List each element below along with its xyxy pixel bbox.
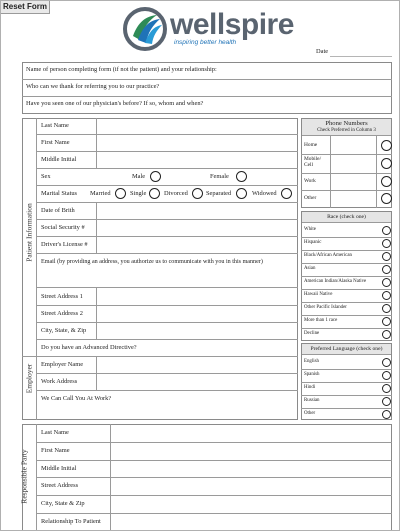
first-name-field[interactable] — [98, 138, 296, 149]
race-option-radio[interactable] — [382, 291, 391, 300]
label-middle-initial: Middle Initial — [41, 156, 77, 163]
email-field[interactable] — [40, 272, 296, 283]
language-option-label: English — [304, 359, 319, 364]
language-option-radio[interactable] — [382, 358, 391, 367]
race-option-radio[interactable] — [382, 317, 391, 326]
referral-field[interactable] — [190, 83, 390, 94]
question-referral: Who can we thank for referring you to our practice? — [26, 83, 160, 90]
married-radio[interactable] — [115, 188, 126, 199]
label-ssn: Social Security # — [41, 224, 85, 231]
phone-other-label: Other — [304, 195, 317, 201]
seen-physician-field[interactable] — [230, 100, 390, 111]
label-street1: Street Address 1 — [41, 293, 83, 300]
race-option-label: Hispanic — [304, 240, 322, 245]
separated-radio[interactable] — [236, 188, 247, 199]
race-option-radio[interactable] — [382, 330, 391, 339]
race-option-label: American Indian/Alaska Native — [304, 279, 367, 284]
race-option-radio[interactable] — [382, 278, 391, 287]
language-option-label: Spanish — [304, 372, 320, 377]
label-city: City, State, & Zip — [41, 327, 87, 334]
question-completing-person: Name of person completing form (if not the patient) and your relationship: — [26, 66, 217, 73]
responsible-field-label: City, State & Zip — [41, 500, 85, 508]
language-option-label: Russian — [304, 398, 320, 403]
logo-tagline: inspiring better health — [174, 39, 237, 46]
label-marital-status: Marital Status — [41, 190, 78, 197]
wellspire-logo — [122, 6, 298, 52]
label-license: Driver's License # — [41, 241, 88, 248]
responsible-field-input[interactable] — [112, 516, 390, 527]
ssn-field[interactable] — [98, 223, 296, 234]
phone-home-label: Home — [304, 142, 318, 148]
label-directive: Do you have an Advanced Directive? — [41, 344, 137, 351]
phone-work-radio[interactable] — [381, 176, 392, 187]
phone-panel-header — [302, 119, 391, 136]
race-panel-header — [302, 212, 391, 223]
language-option-radio[interactable] — [382, 371, 391, 380]
responsible-field-input[interactable] — [112, 480, 390, 491]
responsible-field-input[interactable] — [112, 463, 390, 474]
label-email: Email (by providing an address, you authorize us to communicate with you in this manner) — [41, 259, 263, 265]
language-option-radio[interactable] — [382, 397, 391, 406]
label-separated: Separated — [206, 190, 232, 197]
city-field[interactable] — [98, 325, 296, 336]
label-street2: Street Address 2 — [41, 310, 83, 317]
responsible-field-label: Middle Initial — [41, 464, 77, 472]
dob-field[interactable] — [98, 206, 296, 217]
question-seen-physician: Have you seen one of our physician's before? If so, whom and when? — [26, 100, 204, 107]
male-radio[interactable] — [150, 171, 161, 182]
race-option-radio[interactable] — [382, 226, 391, 235]
language-option-label: Hindi — [304, 385, 316, 390]
race-option-label: Black/African American — [304, 253, 352, 258]
section-patient-info: Patient Information — [24, 203, 34, 262]
language-option-radio[interactable] — [382, 384, 391, 393]
label-divorced: Divorced — [164, 190, 188, 197]
race-option-radio[interactable] — [382, 252, 391, 261]
date-field[interactable] — [330, 46, 392, 57]
responsible-field-label: First Name — [41, 446, 70, 454]
responsible-field-input[interactable] — [112, 427, 390, 438]
label-last-name: Last Name — [41, 122, 69, 129]
last-name-field[interactable] — [98, 121, 296, 132]
race-option-radio[interactable] — [382, 304, 391, 313]
label-male: Male — [132, 173, 146, 180]
logo-name: wellspire — [170, 8, 294, 41]
language-option-radio[interactable] — [382, 410, 391, 419]
wellspire-logo-mark-icon — [122, 6, 168, 52]
phone-work-label: Work — [304, 178, 316, 184]
label-first-name: First Name — [41, 139, 70, 146]
middle-initial-field[interactable] — [98, 155, 296, 166]
directive-field[interactable] — [158, 342, 296, 353]
label-married: Married — [90, 190, 111, 197]
label-call-at-work: We Can Call You At Work? — [41, 395, 112, 402]
phone-mobile-label: Mobile/ Cell — [304, 156, 322, 168]
phone-panel-title: Phone Numbers — [325, 120, 368, 127]
phone-panel-subtitle: Check Preferred in Column 3 — [317, 127, 376, 133]
label-female: Female — [210, 173, 229, 180]
race-panel-title: Race (check one) — [327, 214, 366, 220]
phone-mobile-radio[interactable] — [381, 158, 392, 169]
race-option-label: More than 1 race — [304, 318, 338, 323]
responsible-field-input[interactable] — [112, 445, 390, 456]
work-address-field[interactable] — [98, 376, 296, 387]
section-responsible-party: Responsible Party — [19, 449, 29, 504]
label-sex: Sex — [41, 173, 51, 180]
phone-other-radio[interactable] — [381, 193, 392, 204]
license-field[interactable] — [98, 240, 296, 251]
street2-field[interactable] — [98, 308, 296, 319]
female-radio[interactable] — [236, 171, 247, 182]
language-panel-header — [302, 344, 391, 355]
section-employer: Employer — [24, 363, 34, 394]
race-option-label: Hawaii Native — [304, 292, 333, 297]
label-work-address: Work Address — [41, 378, 78, 385]
responsible-field-label: Street Address — [41, 482, 79, 490]
responsible-field-label: Last Name — [41, 429, 69, 436]
date-label: Date — [316, 48, 329, 55]
race-option-label: Asian — [304, 266, 316, 271]
responsible-field-label: Relationship To Patient — [41, 518, 101, 525]
language-option-label: Other — [304, 411, 316, 416]
responsible-field-input[interactable] — [112, 498, 390, 509]
employer-name-field[interactable] — [98, 359, 296, 370]
reset-form-button[interactable] — [0, 0, 50, 14]
completing-person-field[interactable] — [265, 66, 390, 77]
race-option-radio[interactable] — [382, 265, 391, 274]
call-at-work-field[interactable] — [130, 393, 296, 404]
phone-home-radio[interactable] — [381, 140, 392, 151]
street1-field[interactable] — [98, 291, 296, 302]
label-dob: Date of Brith — [41, 207, 75, 214]
reset-form-label: Reset Form — [2, 2, 47, 11]
widowed-radio[interactable] — [281, 188, 292, 199]
label-single: Single — [130, 190, 147, 197]
race-option-label: Decline — [304, 331, 320, 336]
label-employer-name: Employer Name — [41, 361, 84, 368]
race-option-label: Other Pacific Islander — [304, 305, 347, 310]
divorced-radio[interactable] — [192, 188, 203, 199]
race-option-radio[interactable] — [382, 239, 391, 248]
label-widowed: Widowed — [252, 190, 277, 197]
race-option-label: White — [304, 227, 316, 232]
single-radio[interactable] — [149, 188, 160, 199]
language-panel-title: Preferred Language (check one) — [310, 346, 383, 352]
